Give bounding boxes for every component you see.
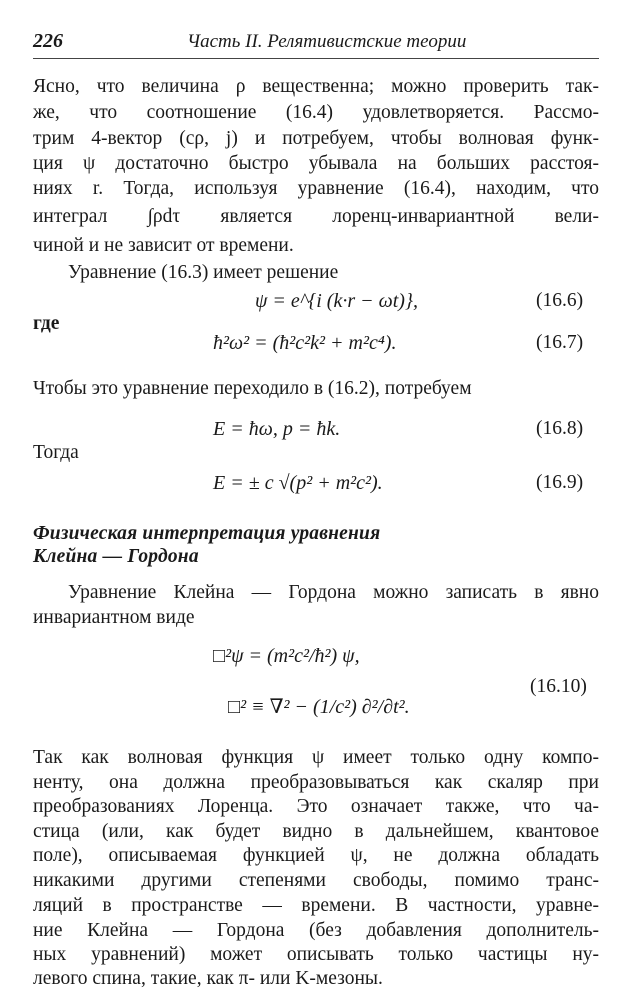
paragraph-5-line-2: ненту, она должна преобразовываться как скаляр при xyxy=(33,772,599,793)
paragraph-1-line-6: интеграл ∫ρdτ является лоренц-инвариантной вели- xyxy=(33,206,599,227)
paragraph-5-line-5: поле), описываемая функцией ψ, не должна обладать xyxy=(33,845,599,866)
paragraph-5-line-7: ляций в пространстве — времени. В частности, уравне- xyxy=(33,895,599,916)
paragraph-5-line-8: ние Клейна — Гордона (без добавления дополнитель- xyxy=(33,920,599,941)
equation-number-16-8: (16.8) xyxy=(536,418,584,439)
running-title: Часть II. Релятивистские теории xyxy=(187,31,467,52)
paragraph-1-line-3: трим 4-вектор (cρ, j) и потребуем, чтобы волновая функ- xyxy=(33,128,599,149)
then-word: Тогда xyxy=(33,442,79,463)
equation-number-16-7: (16.7) xyxy=(536,332,584,353)
paragraph-1-line-1: Ясно, что величина ρ вещественна; можно проверить так- xyxy=(33,76,599,97)
paragraph-1-line-2: же, что соотношение (16.4) удовлетворяется. Рассмо- xyxy=(33,102,599,123)
equation-number-16-6: (16.6) xyxy=(536,290,584,311)
paragraph-5-line-6: никакими другими степенями свободы, помимо транс- xyxy=(33,870,599,891)
equation-16-6: ψ = e^{i (k·r − ωt)}, xyxy=(255,290,418,312)
paragraph-3-line-1: Чтобы это уравнение переходило в (16.2), потребуем xyxy=(33,378,472,399)
equation-16-9: E = ± c √(p² + m²c²). xyxy=(213,472,383,494)
paragraph-5-line-4: стица (или, как будет видно в дальнейшем, квантовое xyxy=(33,821,599,842)
where-word: где xyxy=(33,313,60,334)
equation-16-10-line-1: □²ψ = (m²c²/ħ²) ψ, xyxy=(213,645,360,667)
paragraph-4-line-1: Уравнение Клейна — Гордона можно записать в явно xyxy=(68,582,599,603)
paragraph-5-line-3: преобразованиях Лоренца. Это означает также, что ча- xyxy=(33,796,599,817)
section-heading-line-1: Физическая интерпретация уравнения xyxy=(33,523,381,544)
paragraph-1-line-5: ниях r. Тогда, используя уравнение (16.4), находим, что xyxy=(33,178,599,199)
paragraph-2-line-1: Уравнение (16.3) имеет решение xyxy=(68,262,339,283)
paragraph-5-line-10: левого спина, такие, как π- или K-мезоны. xyxy=(33,968,383,989)
paragraph-1-line-4: ция ψ достаточно быстро убывала на больших расстоя- xyxy=(33,153,599,174)
paragraph-1-line-7: чиной и не зависит от времени. xyxy=(33,235,294,256)
paragraph-5-line-1: Так как волновая функция ψ имеет только одну компо- xyxy=(33,747,599,768)
paragraph-4-line-2: инвариантном виде xyxy=(33,607,195,628)
header-rule xyxy=(33,58,599,59)
equation-16-7: ħ²ω² = (ħ²c²k² + m²c⁴). xyxy=(213,332,397,354)
page-number: 226 xyxy=(33,30,63,52)
equation-number-16-10: (16.10) xyxy=(530,676,587,697)
equation-16-8: E = ħω, p = ħk. xyxy=(213,418,341,440)
equation-16-10-line-2: □² ≡ ∇² − (1/c²) ∂²/∂t². xyxy=(228,696,410,718)
section-heading-line-2: Клейна — Гордона xyxy=(33,546,199,567)
paragraph-5-line-9: ных уравнений) может описывать только частицы ну- xyxy=(33,944,599,965)
equation-number-16-9: (16.9) xyxy=(536,472,584,493)
